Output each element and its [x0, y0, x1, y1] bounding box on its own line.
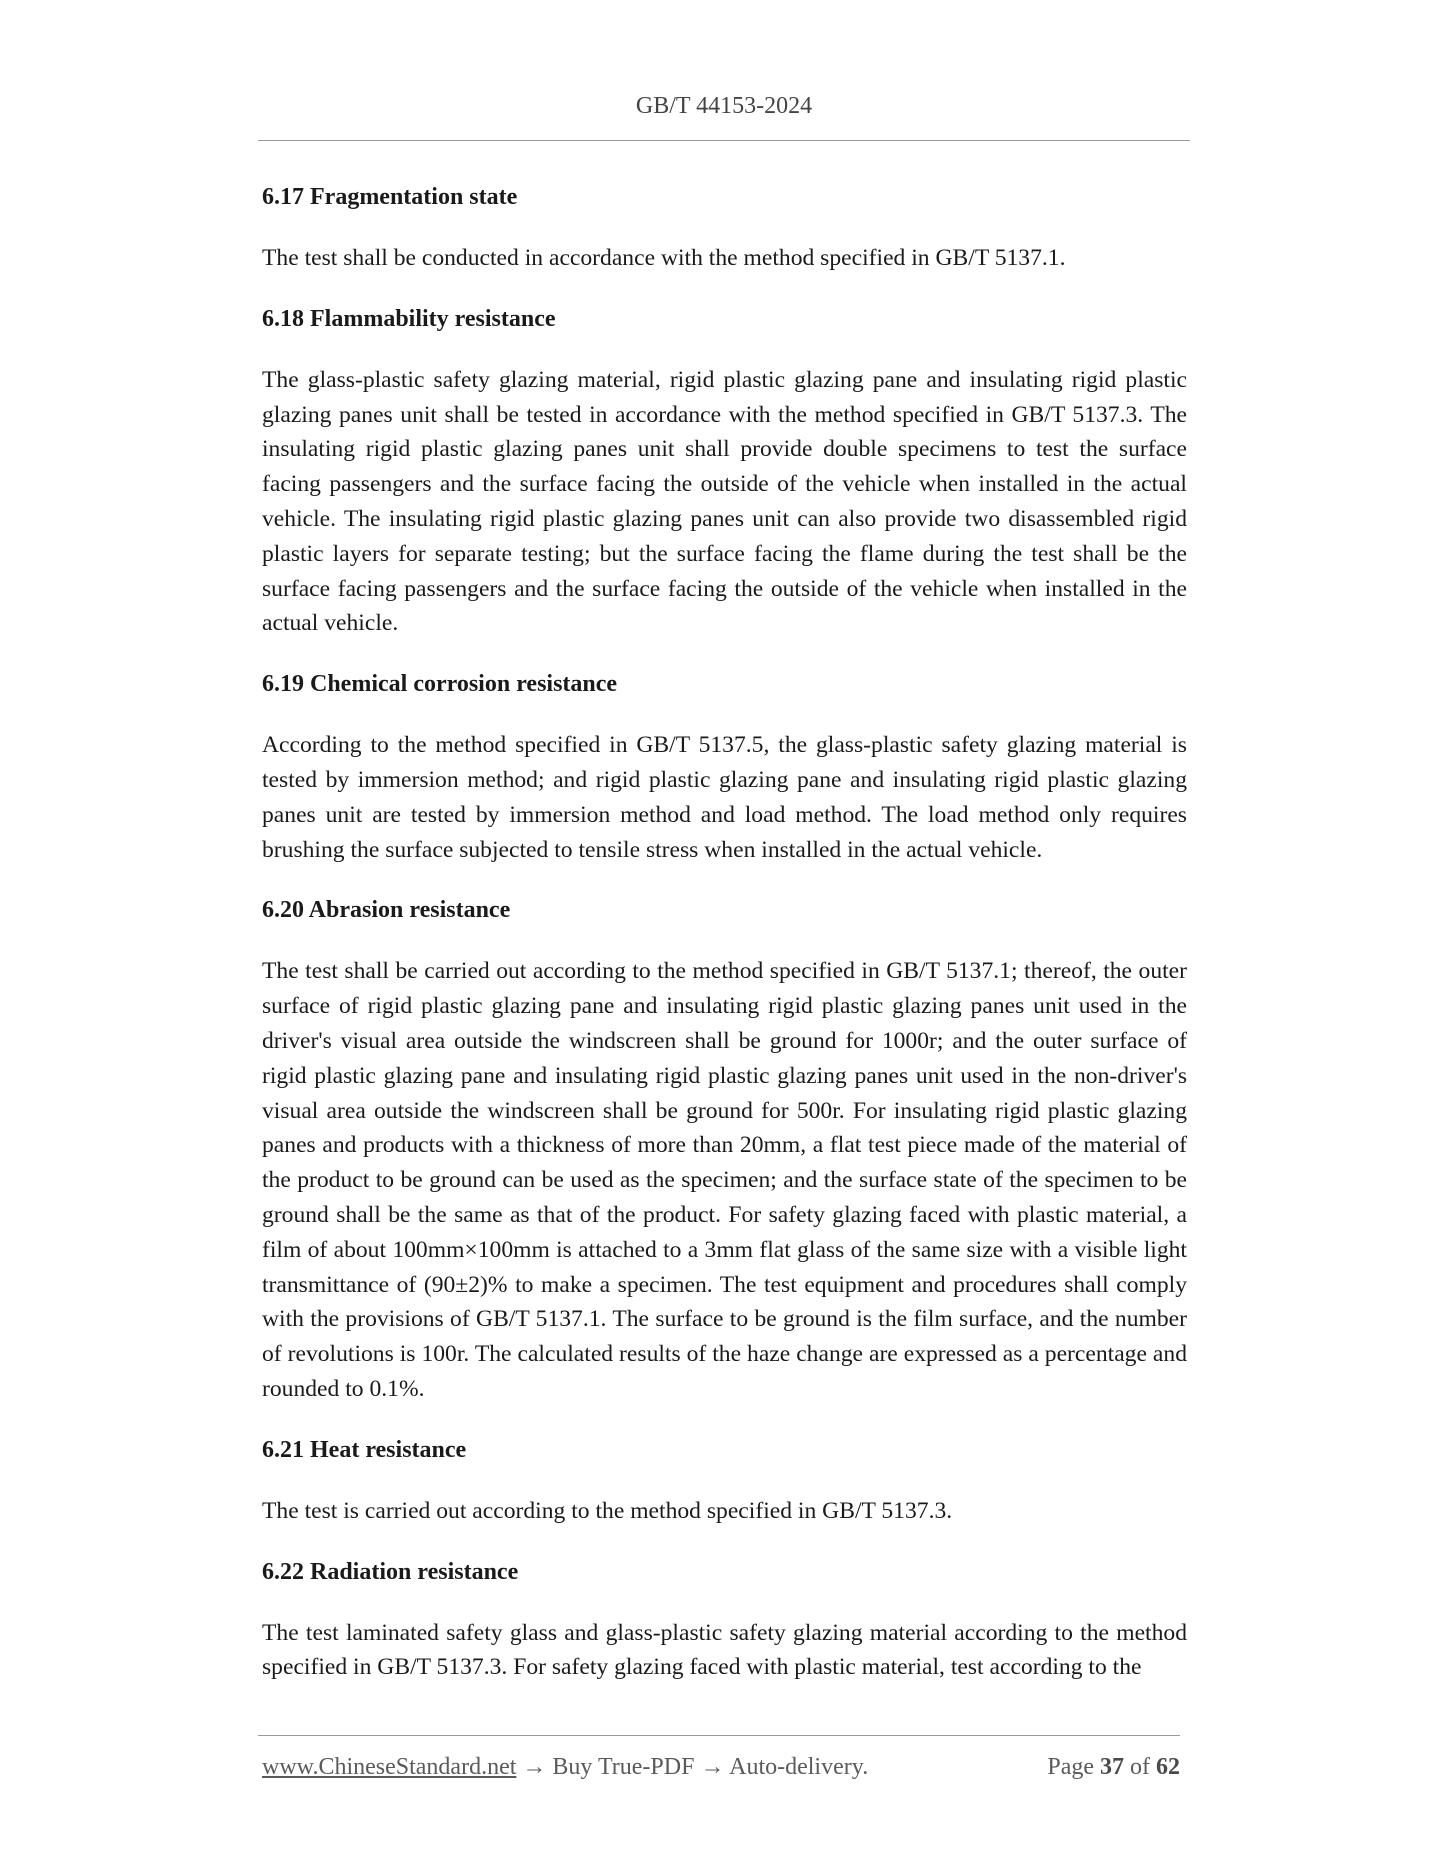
section-title: 6.22 Radiation resistance	[262, 1558, 519, 1585]
section-title: 6.21 Heat resistance	[262, 1436, 467, 1463]
page-of-label: of	[1130, 1754, 1150, 1780]
section-paragraph: The test shall be carried out according to the method specified in GB/T 5137.1; thereof, the outer surface of rigid plastic glazing pane and insulating rigid plastic glazing panes unit used in the driver's visual area outside the windscreen shall be ground for 1000r; and the outer surface of rigid plastic glazing pane and insulating rigid plastic glazing panes unit used in the non-driver's visual area outside the windscreen shall be ground for 500r. For insulating rigid plastic glazing panes and products with a thickness of more than 20mm, a flat test piece made of the material of the product to be ground can be used as the specimen; and the surface state of the specimen to be ground shall be the same as that of the product. For safety glazing faced with plastic material, a film of about 100mm×100mm is attached to a 3mm flat glass of the same size with a visible light transmittance of (90±2)% to make a specimen. The test equipment and procedures shall comply with the provisions of GB/T 5137.1. The surface to be ground is the film surface, and the number of revolutions is 100r. The calculated results of the haze change are expressed as a percentage and rounded to 0.1%.	[262, 958, 1187, 1402]
page-footer	[262, 1754, 1180, 1788]
section-6-18	[262, 302, 1187, 641]
page-current: 37	[1100, 1754, 1124, 1780]
promo-text: → Buy True-PDF → Auto-delivery.	[516, 1754, 869, 1780]
page-total: 62	[1156, 1754, 1180, 1780]
section-6-22	[262, 1555, 1187, 1686]
header-divider	[258, 140, 1190, 141]
section-6-20	[262, 893, 1187, 1406]
section-6-17	[262, 180, 1187, 276]
page-label: Page	[1047, 1754, 1094, 1780]
website-link[interactable]: www.ChineseStandard.net	[262, 1754, 517, 1780]
section-paragraph: The glass-plastic safety glazing material, rigid plastic glazing pane and insulating rigid plastic glazing panes unit shall be tested in accordance with the method specified in GB/T 5137.3. The insulating rigid plastic glazing panes unit shall provide double specimens to test the surface facing passengers and the surface facing the outside of the vehicle when installed in the actual vehicle. The insulating rigid plastic glazing panes unit can also provide two disassembled rigid plastic layers for separate testing; but the surface facing the flame during the test shall be the surface facing passengers and the surface facing the outside of the vehicle when installed in the actual vehicle.	[262, 366, 1187, 637]
section-6-19	[262, 667, 1187, 867]
footer-promo	[262, 1754, 868, 1781]
section-title: 6.19 Chemical corrosion resistance	[262, 671, 618, 698]
footer-divider	[258, 1735, 1180, 1736]
section-6-21	[262, 1433, 1187, 1529]
section-paragraph: The test laminated safety glass and glass-plastic safety glazing material according to the method specified in GB/T 5137.3. For safety glazing faced with plastic material, test according to the	[262, 1619, 1187, 1681]
section-title: 6.20 Abrasion resistance	[262, 897, 511, 924]
page-indicator	[1047, 1754, 1180, 1781]
document-body	[262, 180, 1187, 1711]
section-paragraph: According to the method specified in GB/T 5137.5, the glass-plastic safety glazing material is tested by immersion method; and rigid plastic glazing pane and insulating rigid plastic glazing panes unit are tested by immersion method and load method. The load method only requires brushing the surface subjected to tensile stress when installed in the actual vehicle.	[262, 732, 1187, 863]
section-title: 6.18 Flammability resistance	[262, 305, 556, 332]
section-title: 6.17 Fragmentation state	[262, 184, 518, 210]
section-paragraph: The test is carried out according to the method specified in GB/T 5137.3.	[262, 1497, 953, 1524]
page-header: GB/T 44153-2024	[635, 93, 813, 119]
section-paragraph: The test shall be conducted in accordance with the method specified in GB/T 5137.1.	[262, 245, 1066, 271]
